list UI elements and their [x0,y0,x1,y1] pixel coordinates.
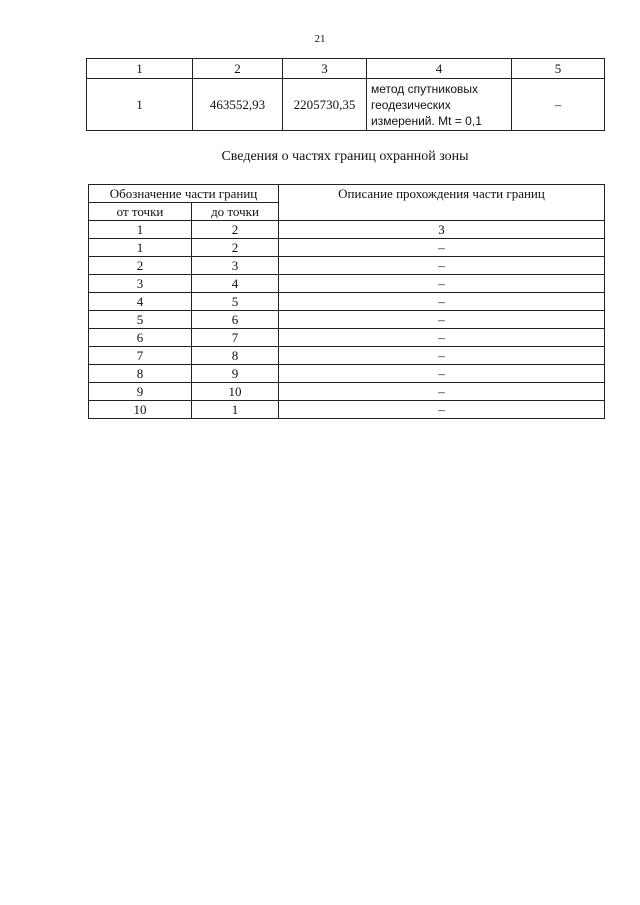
coordinates-table [86,58,605,131]
description-cell: – [279,347,605,365]
part-designation-header: Обозначение части границ [89,185,279,203]
from-point-header: от точки [89,203,192,221]
to-point-cell: 7 [192,329,279,347]
description-cell: – [279,365,605,383]
description-cell: – [279,257,605,275]
method-cell [367,79,512,131]
column-number-header: 3 [283,59,367,79]
from-point-cell: 7 [89,347,192,365]
table-row [89,329,605,347]
to-point-cell: 3 [192,257,279,275]
note-cell: – [512,79,605,131]
coordinates-row [87,79,605,131]
description-cell: – [279,401,605,419]
to-point-cell: 10 [192,383,279,401]
y-coordinate-cell: 2205730,35 [283,79,367,131]
column-number-header: 1 [87,59,193,79]
column-number-header: 5 [512,59,605,79]
description-cell: – [279,329,605,347]
from-point-cell: 6 [89,329,192,347]
description-cell: – [279,275,605,293]
column-number-header: 2 [193,59,283,79]
boundary-parts-table [88,184,605,419]
from-point-cell: 5 [89,311,192,329]
column-number-header: 2 [192,221,279,239]
from-point-cell: 8 [89,365,192,383]
description-cell: – [279,239,605,257]
to-point-cell: 1 [192,401,279,419]
from-point-cell: 9 [89,383,192,401]
page-number: 21 [314,33,326,45]
point-number-cell: 1 [87,79,193,131]
to-point-cell: 5 [192,293,279,311]
to-point-cell: 8 [192,347,279,365]
table-row [89,311,605,329]
from-point-cell: 4 [89,293,192,311]
from-point-cell: 3 [89,275,192,293]
method-line: геодезических [371,97,451,112]
method-line: метод спутниковых [371,81,479,96]
x-coordinate-cell: 463552,93 [193,79,283,131]
table-row [89,257,605,275]
section-title: Сведения о частях границ охранной зоны [221,149,469,164]
column-number-header: 1 [89,221,192,239]
table-row [89,293,605,311]
from-point-cell: 2 [89,257,192,275]
description-cell: – [279,311,605,329]
table-row [89,401,605,419]
column-number-header: 4 [367,59,512,79]
table-row [89,347,605,365]
to-point-cell: 2 [192,239,279,257]
table-row [89,239,605,257]
column-numbering-row [89,221,605,239]
column-number-header: 3 [279,221,605,239]
to-point-cell: 4 [192,275,279,293]
description-cell: – [279,293,605,311]
to-point-header: до точки [192,203,279,221]
parts-header-row [89,185,605,203]
description-header: Описание прохождения части границ [279,185,605,221]
description-cell: – [279,383,605,401]
from-point-cell: 1 [89,239,192,257]
table-row [89,365,605,383]
to-point-cell: 9 [192,365,279,383]
from-point-cell: 10 [89,401,192,419]
coordinates-header-row [87,59,605,79]
table-row [89,383,605,401]
table-row [89,275,605,293]
method-line: измерений. Mt = 0,1 [371,113,482,128]
to-point-cell: 6 [192,311,279,329]
